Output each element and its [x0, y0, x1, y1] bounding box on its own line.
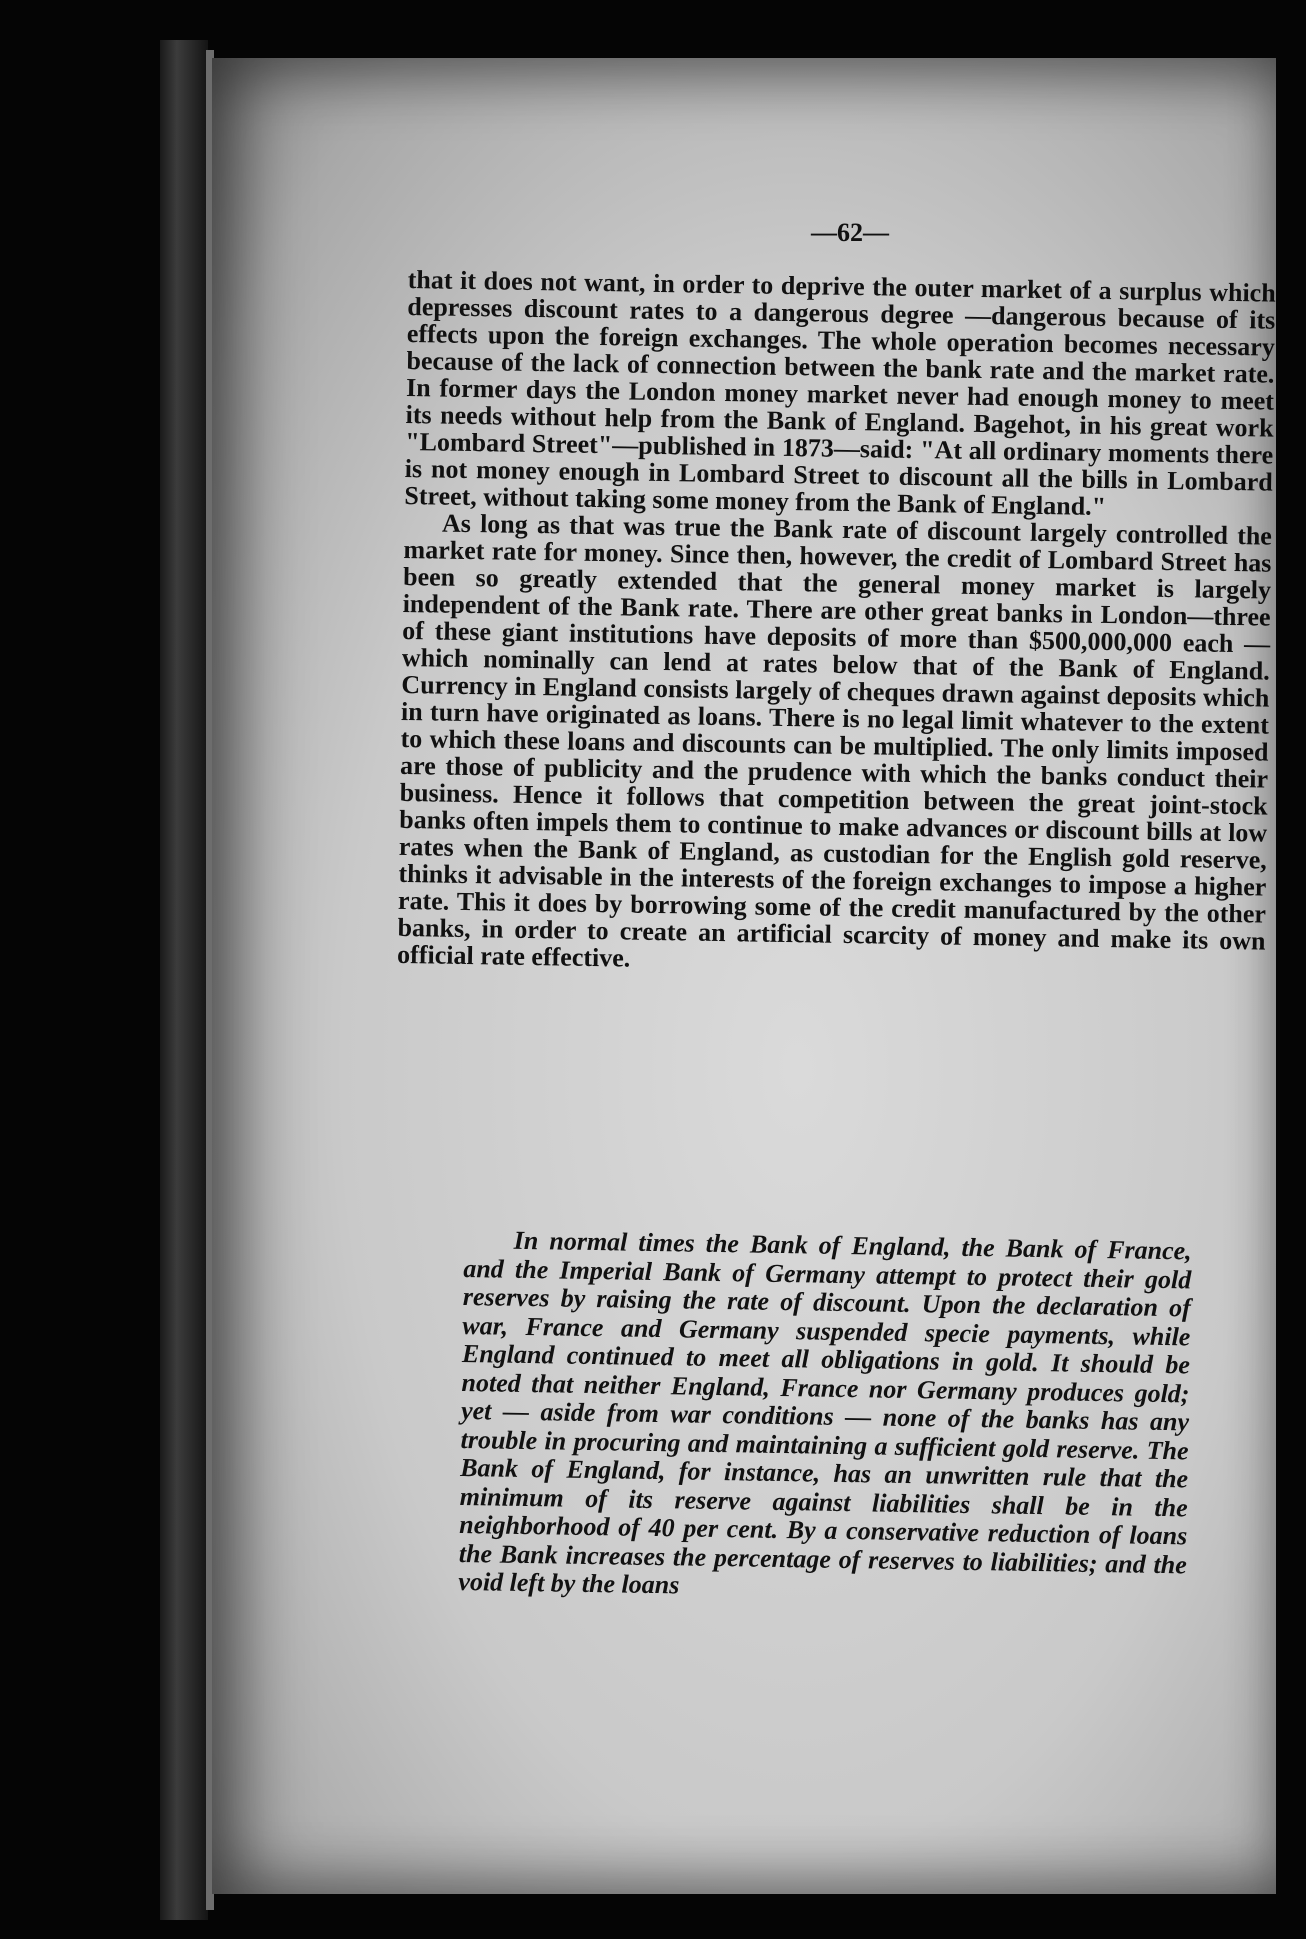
paragraph-2: As long as that was true the Bank rate of discount largely controlled the market rate for money. Since then, however, the credit of Lombard Street has been so greatly extended that the general money market is largely independent of the Bank rate. There are other great banks in London—three of these giant institutions have deposits of more than $500,000,000 each —which nominally can lend at rates below that of the Bank of England. Currency in England consists largely of cheques drawn against deposits which in turn have originated as loans. There is no legal limit whatever to the extent to which these loans and discounts can be multiplied. The only limits imposed are those of publicity and the prudence with which the banks conduct their business. Hence it follows that competition between the great joint-stock banks often impels them to continue to make advances or discount bills at low rates when the Bank of England, as custodian for the English gold reserve, thinks it advisable in the interests of the foreign exchanges to impose a higher rate. This it does by borrowing some of the credit manufactured by the other banks, in order to create an artificial scarcity of money and make its own official rate effective. [396, 508, 1273, 973]
quote-paragraph: In normal times the Bank of England, the Bank of France, and the Imperial Bank of Germany attempt to protect their gold reserves by raising the rate of discount. Upon the declaration of war, France and Germany suspended specie payments, while England continued to meet all obligations in gold. It should be noted that neither England, France nor Germany produces gold; yet — aside from war conditions — none of the banks has any trouble in procuring and maintaining a sufficient gold reserve. The Bank of England, for instance, has an unwritten rule that the minimum of its reserve against liabilities shall be in the neighborhood of 40 per cent. By a conservative reduction of loans the Bank increases the percentage of reserves to liabilities; and the void left by the loans [458, 1225, 1192, 1600]
paragraph-1: that it does not want, in order to deprive the outer market of a surplus which depresses discount rates to a dangerous degree —dangerous because of its effects upon the foreign exchanges. The whole operation becomes necessary because of the lack of connection between the bank rate and the market rate. In former days the London money market never had enough money to meet its needs without help from the Bank of England. Bagehot, in his great work "Lombard Street"—published in 1873—said: "At all ordinary moments there is not money enough in Lombard Street to discount all the bills in Lombard Street, without taking some money from the Bank of England." [404, 265, 1276, 521]
page-number: —62— [811, 218, 889, 247]
book-binding [160, 40, 208, 1920]
quoted-passage [458, 1226, 1192, 1608]
body-text [397, 266, 1276, 982]
book-page [212, 58, 1276, 1894]
